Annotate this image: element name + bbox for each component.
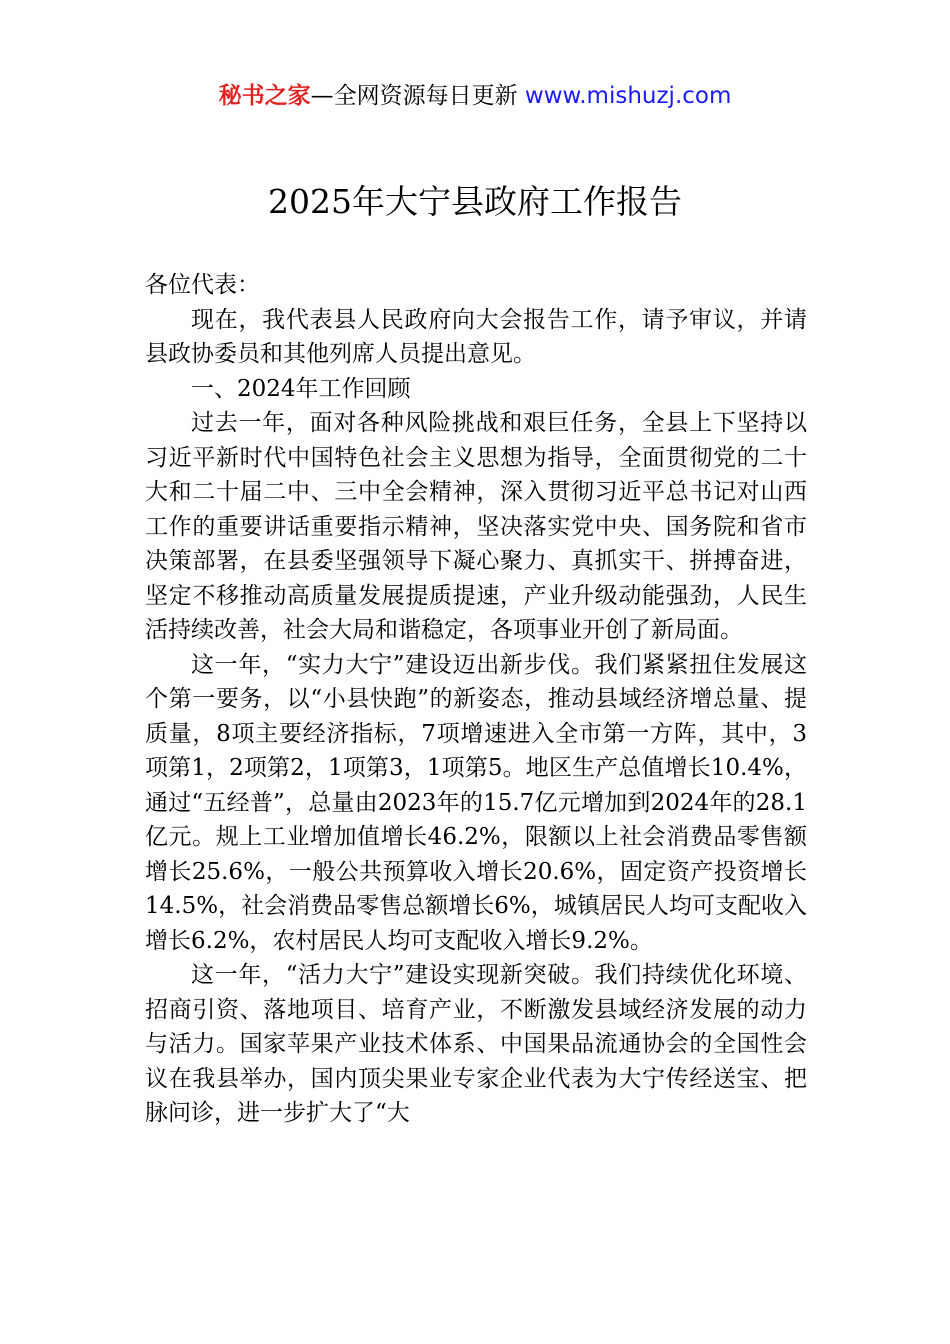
paragraph-intro: 现在，我代表县人民政府向大会报告工作，请予审议，并请县政协委员和其他列席人员提出意见。	[145, 306, 807, 367]
section-heading: 一、2024年工作回顾	[191, 375, 411, 402]
site-brand[interactable]: 秘书之家	[218, 83, 311, 109]
paragraph-overview: 过去一年，面对各种风险挑战和艰巨任务，全县上下坚持以习近平新时代中国特色社会主义思想为指导，全面贯彻党的二十大和二十届二中、三中全会精神，深入贯彻习近平总书记对山西工作的重要讲话重要指示精神，坚决落实党中央、国务院和省市决策部署，在县委坚强领导下凝心聚力、真抓实干、拼搏奋进，坚定不移推动高质量发展提质提速，产业升级动能强劲，人民生活持续改善，社会大局和谐稳定，各项事业开创了新局面。	[145, 410, 807, 643]
site-url-link[interactable]: www.mishuzj.com	[524, 83, 732, 109]
site-tagline: —全网资源每日更新	[310, 83, 525, 109]
paragraph-vitality: 这一年，“活力大宁”建设实现新突破。我们持续优化环境、招商引资、落地项目、培育产业，不断激发县域经济发展的动力与活力。国家苹果产业技术体系、中国果品流通协会的全国性会议在我县举办，国内顶尖果业专家企业代表为大宁传经送宝、把脉问诊，进一步扩大了“大	[145, 962, 807, 1126]
salutation: 各位代表：	[145, 272, 260, 298]
site-header	[0, 80, 950, 112]
document-body	[145, 268, 807, 1131]
document-title: 2025年大宁县政府工作报告	[268, 182, 682, 221]
paragraph-strength: 这一年，“实力大宁”建设迈出新步伐。我们紧紧扭住发展这个第一要务，以“小县快跑”的新姿态，推动县域经济增总量、提质量，8项主要经济指标，7项增速进入全市第一方阵，其中，3项第1，2项第2，1项第3，1项第5。地区生产总值增长10.4%，通过“五经普”，总量由2023年的15.7亿元增加到2024年的28.1亿元。规上工业增加值增长46.2%，限额以上社会消费品零售额增长25.6%，一般公共预算收入增长20.6%，固定资产投资增长14.5%，社会消费品零售总额增长6%，城镇居民人均可支配收入增长6.2%，农村居民人均可支配收入增长9.2%。	[145, 651, 807, 954]
